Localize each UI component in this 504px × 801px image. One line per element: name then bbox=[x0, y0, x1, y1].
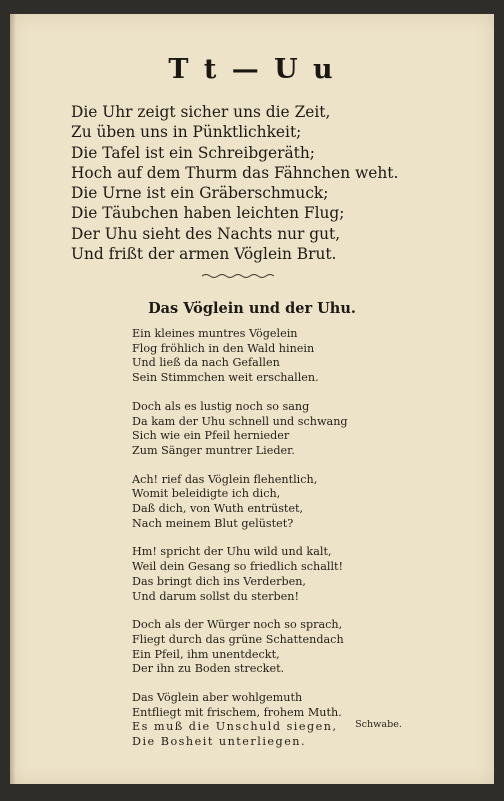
stanza-line: Da kam der Uhu schnell und schwang bbox=[132, 414, 348, 428]
stanza-line: Und ließ da nach Gefallen bbox=[132, 356, 280, 370]
stanza-line: Fliegt durch das grüne Schattendach bbox=[132, 632, 344, 646]
stanza-line: Womit beleidigte ich dich, bbox=[132, 487, 281, 501]
page-binding-shadow bbox=[10, 14, 16, 784]
stanza bbox=[132, 400, 348, 459]
bird-poem bbox=[132, 327, 348, 764]
poem-line: Und frißt der armen Vöglein Brut. bbox=[71, 245, 337, 264]
stanza-line: Das bringt dich ins Verderben, bbox=[132, 574, 306, 588]
stanza-line: Hm! spricht der Uhu wild und kalt, bbox=[132, 545, 332, 559]
stanza-line: Der ihn zu Boden strecket. bbox=[132, 662, 285, 676]
poem-line: Die Täubchen haben leichten Flug; bbox=[71, 204, 345, 223]
stanza bbox=[132, 327, 348, 386]
author-signature: Schwabe. bbox=[355, 719, 402, 730]
stanza-line: Es muß die Unschuld siegen, bbox=[132, 720, 338, 734]
poem-subtitle: Das Vöglein und der Uhu. bbox=[148, 300, 356, 317]
stanza-line: Nach meinem Blut gelüstet? bbox=[132, 516, 294, 530]
stanza bbox=[132, 545, 348, 604]
stanza-line: Sein Stimmchen weit erschallen. bbox=[132, 371, 319, 385]
stanza bbox=[132, 618, 348, 677]
poem-line: Die Uhr zeigt sicher uns die Zeit, bbox=[71, 103, 331, 121]
stanza-line: Ein Pfeil, ihm unentdeckt, bbox=[132, 647, 280, 661]
stanza-line: Sich wie ein Pfeil hernieder bbox=[132, 429, 290, 443]
stanza-line: Und darum sollst du sterben! bbox=[132, 589, 299, 603]
stanza bbox=[132, 473, 348, 532]
stanza-line: Doch als es lustig noch so sang bbox=[132, 399, 310, 413]
stanza-line: Daß dich, von Wuth entrüstet, bbox=[132, 502, 304, 516]
decorative-divider bbox=[200, 272, 278, 280]
stanza-line: Weil dein Gesang so friedlich schallt! bbox=[132, 560, 344, 574]
poem-line: Hoch auf dem Thurm das Fähnchen weht. bbox=[71, 163, 399, 182]
poem-line: Der Uhu sieht des Nachts nur gut, bbox=[71, 224, 341, 243]
alphabet-poem bbox=[71, 102, 398, 264]
stanza-line: Flog fröhlich in den Wald hinein bbox=[132, 341, 315, 355]
poem-line: Die Tafel ist ein Schreibgeräth; bbox=[71, 143, 315, 162]
stanza-line: Ach! rief das Vöglein flehentlich, bbox=[132, 472, 318, 486]
poem-line: Die Urne ist ein Gräberschmuck; bbox=[71, 184, 329, 203]
stanza-line: Das Vöglein aber wohlgemuth bbox=[132, 691, 303, 705]
stanza-line: Doch als der Würger noch so sprach, bbox=[132, 618, 343, 632]
stanza bbox=[132, 691, 348, 750]
stanza-line: Die Bosheit unterliegen. bbox=[132, 735, 307, 749]
stanza-line: Entfliegt mit frischem, frohem Muth. bbox=[132, 705, 342, 719]
stanza-line: Zum Sänger muntrer Lieder. bbox=[132, 443, 295, 457]
book-page bbox=[10, 14, 494, 784]
poem-line: Zu üben uns in Pünktlichkeit; bbox=[71, 123, 302, 142]
page-title: T t — U u bbox=[168, 54, 336, 85]
stanza-line: Ein kleines muntres Vögelein bbox=[132, 327, 298, 340]
